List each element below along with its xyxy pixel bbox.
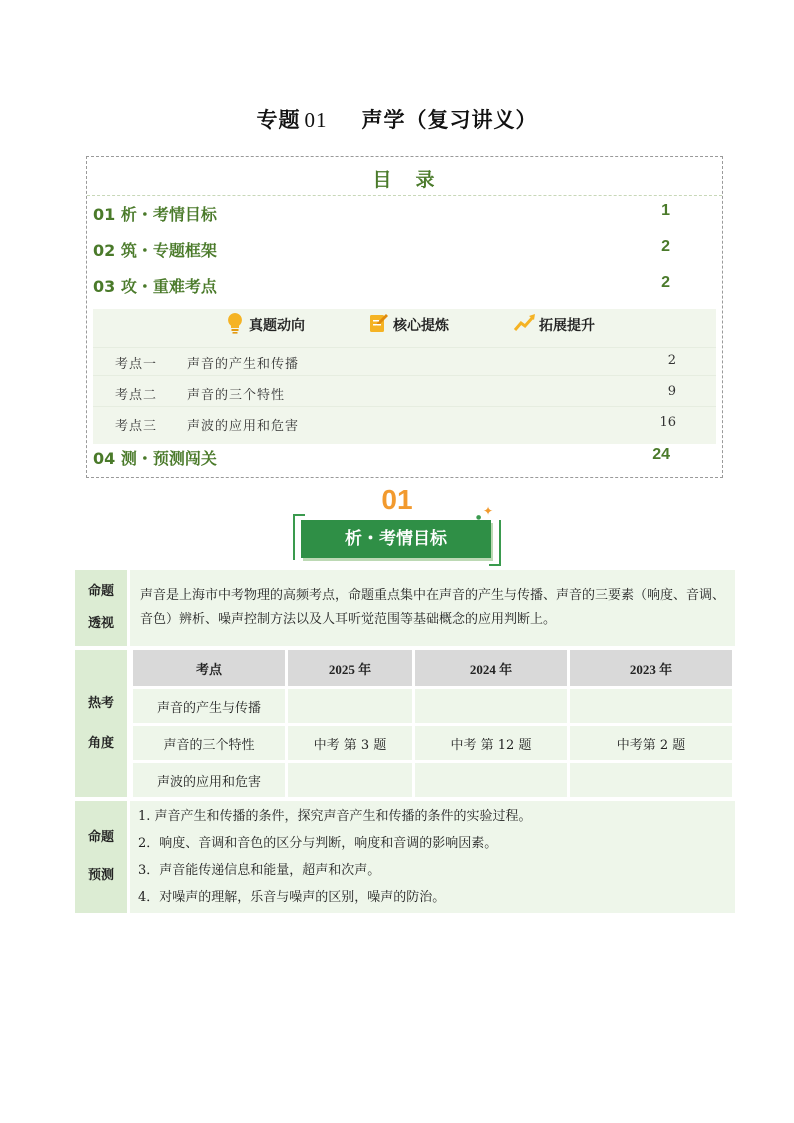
hot-topics-table <box>130 647 735 800</box>
page-title <box>0 104 794 134</box>
list-item: 3．声音能传递信息和能量，超声和次声。 <box>138 863 381 878</box>
year-cell <box>570 763 732 797</box>
toc-row-label: 04 测・预测闯关 <box>93 449 217 468</box>
band-item-real-questions[interactable] <box>249 315 305 335</box>
topic-cell: 声波的应用和危害 <box>133 763 285 797</box>
toc-subitem[interactable] <box>115 380 676 404</box>
list-item: 2．响度、音调和音色的区分与判断，响度和音调的影响因素。 <box>138 836 498 851</box>
toc-row-page: 1 <box>661 202 670 219</box>
year-cell <box>288 689 412 723</box>
band-item-label: 核心提炼 <box>393 318 449 334</box>
list-item: 1. 声音产生和传播的条件，探究声音产生和传播的条件的实验过程。 <box>138 809 532 824</box>
subitem-key: 考点一 <box>115 357 158 372</box>
year-cell <box>288 763 412 797</box>
title-text: 声学（复习讲义） <box>361 108 538 132</box>
table-row <box>133 763 732 797</box>
toc-heading <box>87 165 722 192</box>
sparkle-dot-icon: ● <box>476 514 482 521</box>
side-label-hot: 热考 角度 <box>75 650 130 797</box>
sparkle-icon: ✦ <box>483 504 494 518</box>
toc-subitem[interactable] <box>115 349 676 373</box>
subitem-key: 考点二 <box>115 388 158 403</box>
year-cell: 中考 第 3 题 <box>288 726 412 760</box>
band-item-core[interactable] <box>393 315 449 335</box>
toc-subitem[interactable] <box>115 411 676 435</box>
toc-row[interactable] <box>93 199 708 225</box>
toc-row-label: 02 筑・专题框架 <box>93 241 217 260</box>
subitem-text: 声波的应用和危害 <box>187 419 300 434</box>
forecast-list <box>130 801 735 913</box>
toc-row-label: 03 攻・重难考点 <box>93 277 217 296</box>
toc-row[interactable] <box>93 235 708 261</box>
column-header: 2024 年 <box>415 650 567 686</box>
section-label: 析・考情目标 <box>345 529 447 549</box>
subitem-page: 9 <box>667 384 676 399</box>
pencil-note-icon <box>367 311 391 335</box>
year-cell <box>415 689 567 723</box>
year-cell <box>570 689 732 723</box>
table-row <box>133 726 732 760</box>
column-header: 2023 年 <box>570 650 732 686</box>
trend-up-icon <box>513 311 537 335</box>
subitem-text: 声音的产生和传播 <box>187 357 300 372</box>
subitem-key: 考点三 <box>115 419 158 434</box>
topic-cell: 声音的产生与传播 <box>133 689 285 723</box>
toc-row[interactable] <box>93 443 708 469</box>
toc-row-label: 01 析・考情目标 <box>93 205 217 224</box>
toc-heading-a: 目 <box>372 169 394 191</box>
section-number: 01 <box>381 484 413 515</box>
exam-info-table <box>75 570 735 913</box>
column-header: 2025 年 <box>288 650 412 686</box>
topic-cell: 声音的三个特性 <box>133 726 285 760</box>
title-number: 01 <box>304 108 328 132</box>
toc-row-page: 2 <box>661 238 670 255</box>
column-header: 考点 <box>133 650 285 686</box>
lightbulb-icon <box>223 311 247 335</box>
toc-row[interactable] <box>93 271 708 297</box>
table-row <box>133 689 732 723</box>
toc-heading-b: 录 <box>415 169 437 191</box>
year-cell: 中考 第 12 题 <box>415 726 567 760</box>
list-item: 4．对噪声的理解，乐音与噪声的区别，噪声的防治。 <box>138 890 446 905</box>
section-badge <box>293 514 501 566</box>
toc-band-header <box>93 309 716 347</box>
subitem-page: 16 <box>659 415 676 430</box>
toc-row-page: 24 <box>652 446 670 463</box>
title-prefix: 专题 <box>256 108 301 132</box>
toc-subsection-band <box>93 309 716 444</box>
subitem-page: 2 <box>667 353 676 368</box>
subitem-text: 声音的三个特性 <box>187 388 286 403</box>
perspective-text: 声音是上海市中考物理的高频考点，命题重点集中在声音的产生与传播、声音的三要素（响度、音调、音色）辨析、噪声控制方法以及人耳听觉范围等基础概念的应用判断上。 <box>130 570 735 646</box>
toc-row-page: 2 <box>661 274 670 291</box>
year-cell: 中考第 2 题 <box>570 726 732 760</box>
band-item-label: 拓展提升 <box>539 318 595 334</box>
side-label-forecast: 命题 预测 <box>75 801 130 913</box>
side-label-perspective: 命题 透视 <box>75 570 130 646</box>
band-item-extension[interactable] <box>539 315 595 335</box>
table-of-contents <box>86 156 723 478</box>
year-cell <box>415 763 567 797</box>
band-item-label: 真题动向 <box>249 318 305 334</box>
